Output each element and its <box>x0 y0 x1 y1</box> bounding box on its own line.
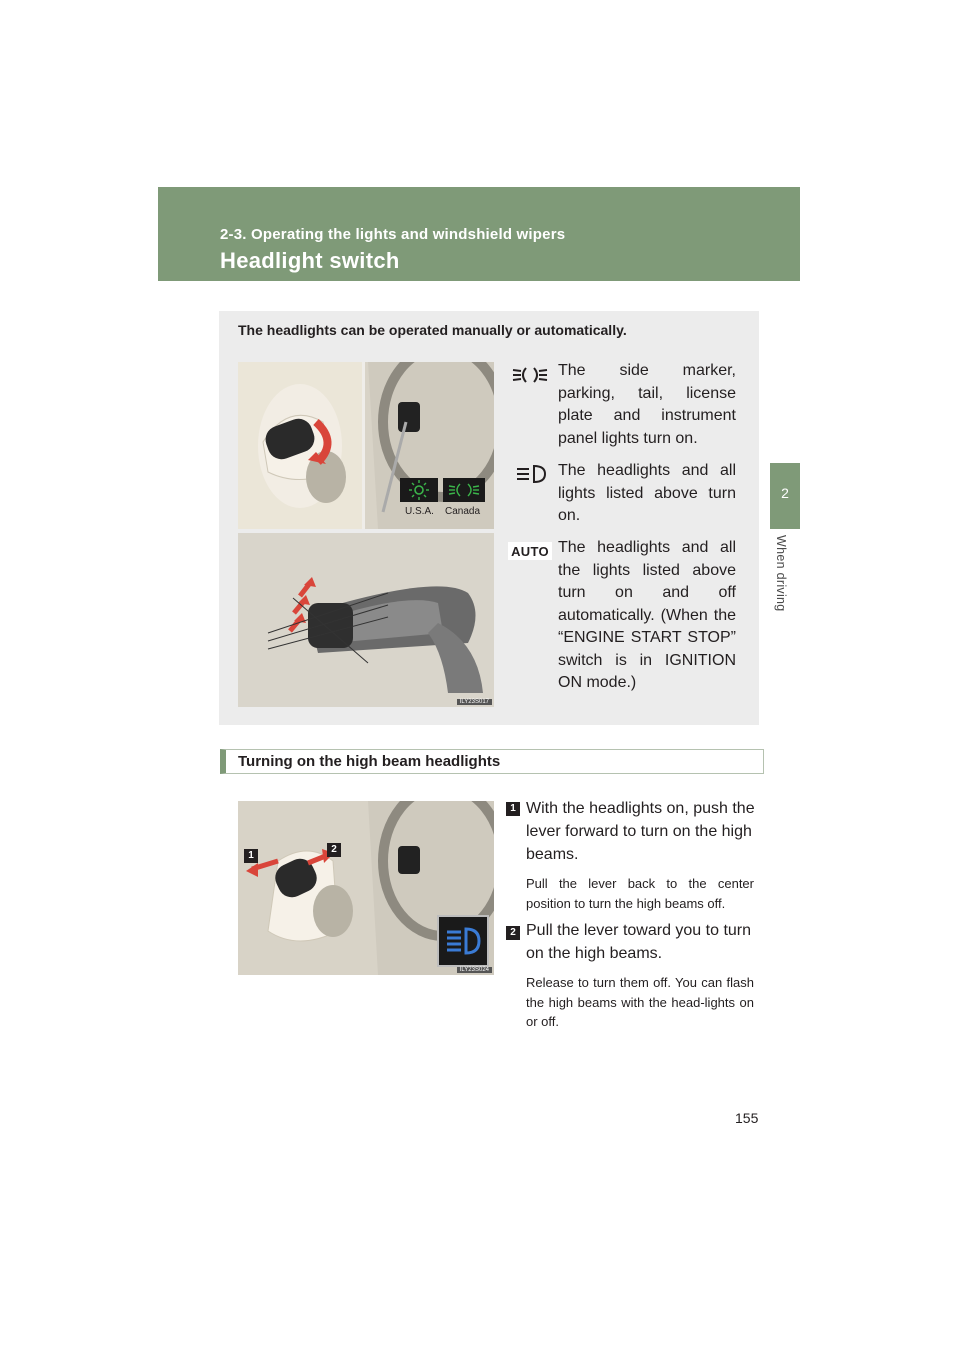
figure-code: ILY23S017 <box>457 699 492 705</box>
lever-positions-illustration <box>238 533 494 707</box>
indicator-label-usa: U.S.A. <box>405 506 434 517</box>
indicator-usa <box>400 478 438 502</box>
page-title: Headlight switch <box>220 248 400 273</box>
indicator-canada <box>443 478 485 502</box>
step-2-number: 2 <box>506 926 520 940</box>
panel-intro: The headlights can be operated manually or automatically. <box>238 322 627 338</box>
page-number: 155 <box>735 1110 759 1126</box>
switch-rotation-photo <box>238 362 494 529</box>
high-beam-indicator <box>437 915 489 967</box>
headlight-icon <box>512 463 550 485</box>
parking-lights-icon <box>510 364 550 386</box>
chapter-number: 2 <box>781 485 789 501</box>
section-label: 2-3. Operating the lights and windshield wipers <box>220 226 566 243</box>
tail-light-indicator-icon <box>443 478 485 502</box>
callout-1: 1 <box>244 849 258 863</box>
sun-indicator-icon <box>400 478 438 502</box>
auto-description: The headlights and all the lights listed above turn on and off automatically. (When the “ENGINE START STOP” switch is in IGNITION ON mode.) <box>558 539 736 691</box>
figure-code: ILY23S024 <box>457 967 492 973</box>
step-1-text: With the headlights on, push the lever forward to turn on the high beams. <box>526 800 755 863</box>
indicator-label-canada: Canada <box>445 506 481 517</box>
high-beam-icon <box>439 917 487 965</box>
high-beam-photo <box>238 801 494 975</box>
step-1-number: 1 <box>506 802 520 816</box>
headlights-description: The headlights and all lights listed above turn on. <box>558 462 736 524</box>
step-2-text: Pull the lever toward you to turn on the high beams. <box>526 922 752 962</box>
parking-lights-description: The side marker, parking, tail, license plate and instrument panel lights turn on. <box>558 362 736 447</box>
step-1-note: Pull the lever back to the center position to turn the high beams off. <box>526 876 754 911</box>
callout-2: 2 <box>327 843 341 857</box>
lever-positions-photo <box>238 533 494 707</box>
auto-icon: AUTO <box>508 542 552 560</box>
high-beam-heading-text: Turning on the high beam headlights <box>238 753 501 770</box>
step-2-note: Release to turn them off. You can flash the high beams with the head-lights on or off. <box>526 975 754 1029</box>
chapter-tab[interactable] <box>770 463 800 529</box>
switch-rotation-illustration <box>238 362 494 529</box>
chapter-label: When driving <box>774 535 788 612</box>
high-beam-heading <box>220 749 764 774</box>
